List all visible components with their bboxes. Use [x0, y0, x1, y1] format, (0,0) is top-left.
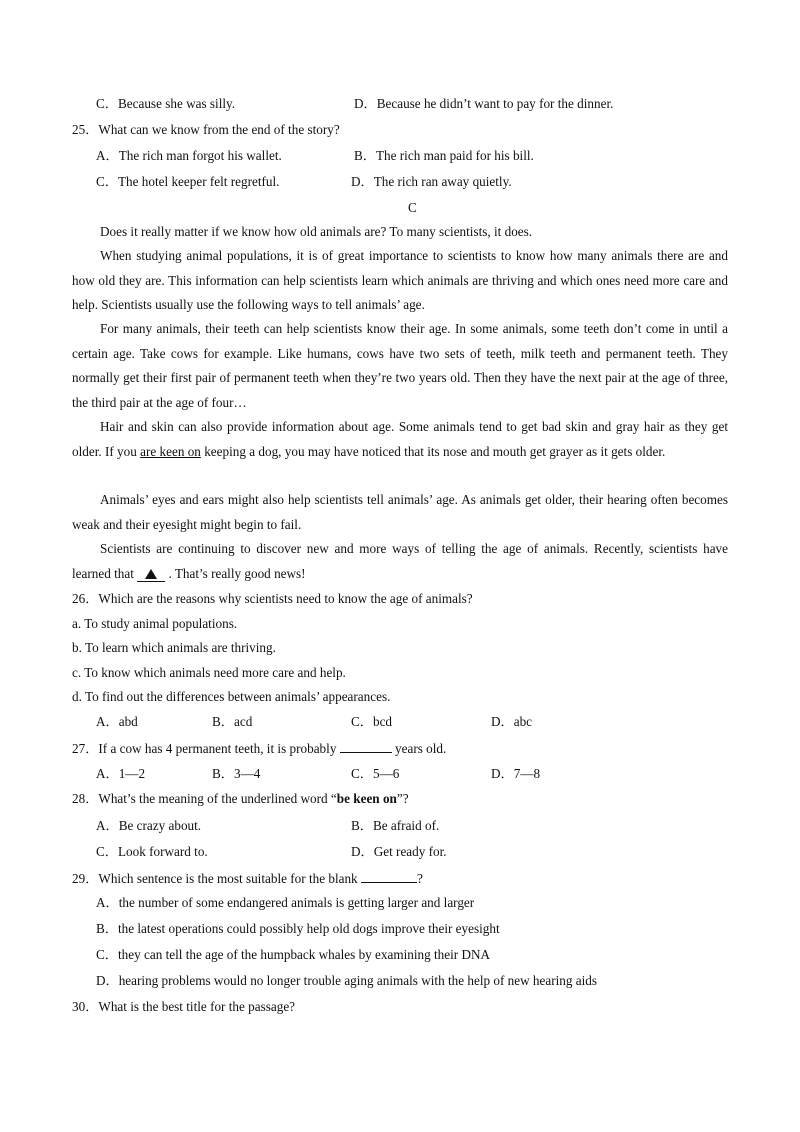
passage-paragraph-4	[72, 415, 728, 464]
q25-option-c: C．The hotel keeper felt regretful.	[96, 174, 280, 189]
passage-paragraph-1	[72, 220, 728, 245]
q27-option-d: D．7—8	[491, 766, 541, 781]
q29-option-a: A．the number of some endangered animals is getting larger and larger	[96, 895, 475, 910]
passage-paragraph-2	[72, 244, 728, 318]
q29-stem-a: 29．Which sentence is the most suitable for the blank	[72, 871, 361, 886]
q28-option-c: C．Look forward to.	[96, 844, 208, 859]
q27-stem	[72, 740, 446, 757]
q29-option-c: C．they can tell the age of the humpback whales by examining their DNA	[96, 947, 491, 962]
section-label: C	[408, 200, 417, 215]
q26-stem: 26．Which are the reasons why scientists need to know the age of animals?	[72, 591, 473, 606]
q30-stem: 30．What is the best title for the passage?	[72, 999, 296, 1014]
triangle-icon	[145, 569, 157, 579]
q28-stem-bold: be keen on	[336, 791, 397, 806]
passage-p6-text-b: . That’s really good news!	[165, 565, 306, 581]
q26-option-a: A．abd	[96, 714, 138, 729]
q25-option-b: B．The rich man paid for his bill.	[354, 148, 534, 163]
q29-option-d: D．hearing problems would no longer trouble aging animals with the help of new hearing aids	[96, 973, 598, 988]
passage-paragraph-3	[72, 317, 728, 415]
answer-blank	[340, 740, 392, 753]
q24-option-c: C．Because she was silly.	[96, 96, 236, 111]
q26-option-d: D．abc	[491, 714, 533, 729]
q26-item-a: a. To study animal populations.	[72, 616, 238, 631]
q27-stem-a: 27．If a cow has 4 permanent teeth, it is probably	[72, 741, 340, 756]
answer-blank	[137, 568, 165, 582]
q28-stem-b: ”?	[396, 791, 409, 806]
q26-item-b: b. To learn which animals are thriving.	[72, 640, 276, 655]
q28-stem-a: 28．What’s the meaning of the underlined word “	[72, 791, 337, 806]
passage-p4-text-a: Hair and skin can also provide information about age. Some animals tend to get bad skin and gray hair as they get older. If you	[72, 419, 728, 459]
q27-option-b: B．3—4	[212, 766, 261, 781]
q25-stem: 25．What can we know from the end of the story?	[72, 122, 340, 137]
passage-paragraph-5	[72, 488, 728, 537]
q28-stem	[72, 791, 409, 807]
q26-option-b: B．acd	[212, 714, 253, 729]
passage-p3-text: For many animals, their teeth can help scientists know their age. In some animals, some teeth don’t come in until a certain age. Take cows for example. Like humans, cows have two sets of teeth, milk teeth and permanent teeth. They normally get their first pair of permanent teeth when they’re two years old. Then they have the next pair at the age of three, the third pair at the age of four…	[72, 321, 728, 410]
q24-option-d: D．Because he didn’t want to pay for the dinner.	[354, 96, 614, 111]
underlined-phrase: are keen on	[140, 443, 201, 459]
q27-option-c: C．5—6	[351, 766, 400, 781]
q29-stem-b: ?	[416, 871, 423, 886]
passage-paragraph-6	[72, 537, 728, 586]
q27-stem-b: years old.	[391, 741, 447, 756]
q29-option-b: B．the latest operations could possibly help old dogs improve their eyesight	[96, 921, 500, 936]
q26-item-c: c. To know which animals need more care and help.	[72, 665, 346, 680]
passage-p4-text-b: keeping a dog, you may have noticed that its nose and mouth get grayer as it gets older.	[200, 443, 666, 459]
q25-option-d: D．The rich ran away quietly.	[351, 174, 512, 189]
passage-p6-text-a: Scientists are continuing to discover new and more ways of telling the age of animals. Recently, scientists have learned that	[72, 541, 728, 581]
q29-stem	[72, 870, 423, 887]
q26-option-c: C．bcd	[351, 714, 393, 729]
answer-blank	[361, 870, 417, 883]
q28-option-b: B．Be afraid of.	[351, 818, 440, 833]
q28-option-a: A．Be crazy about.	[96, 818, 202, 833]
q27-option-a: A．1—2	[96, 766, 146, 781]
q25-option-a: A．The rich man forgot his wallet.	[96, 148, 282, 163]
q26-item-d: d. To find out the differences between animals’ appearances.	[72, 689, 391, 704]
passage-p5-text: Animals’ eyes and ears might also help scientists tell animals’ age. As animals get older, their hearing often becomes weak and their eyesight might begin to fail.	[72, 492, 728, 532]
q28-option-d: D．Get ready for.	[351, 844, 447, 859]
passage-p2-text: When studying animal populations, it is of great importance to scientists to know how many animals there are and how old they are. This information can help scientists learn which animals are thriving and which ones need more care and help. Scientists usually use the following ways to tell animals’ age.	[72, 248, 728, 313]
passage-p1-text: Does it really matter if we know how old animals are? To many scientists, it does.	[100, 224, 533, 239]
